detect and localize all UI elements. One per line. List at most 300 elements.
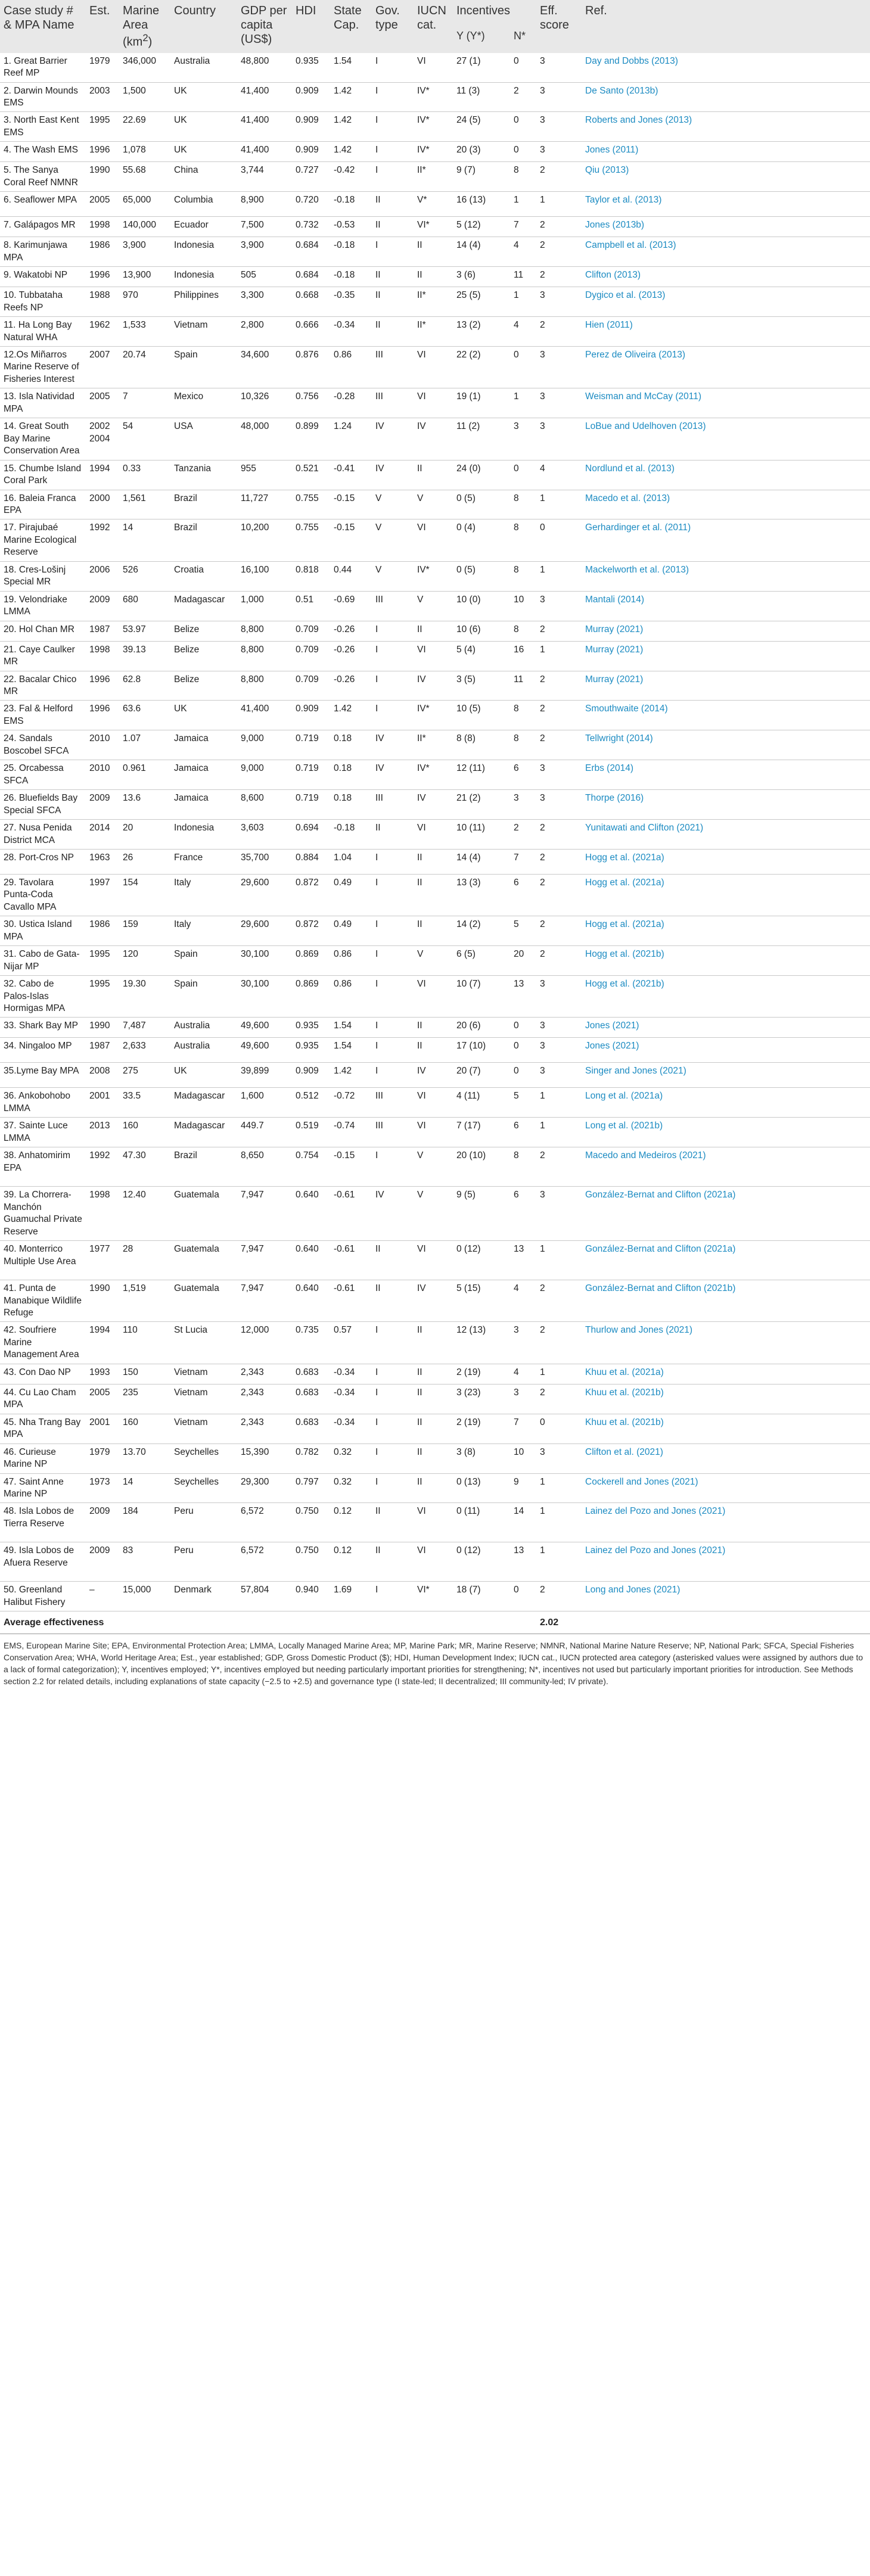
cell-reference[interactable]: Thorpe (2016) (582, 790, 870, 820)
cell-est: 1994 (86, 1322, 119, 1364)
cell-state-cap: 1.54 (330, 1038, 372, 1063)
cell-reference[interactable]: De Santo (2013b) (582, 82, 870, 112)
cell-iucn-cat: IV (414, 1280, 453, 1322)
cell-reference[interactable]: González-Bernat and Clifton (2021b) (582, 1280, 870, 1322)
cell-incentives-n: 14 (510, 1503, 536, 1542)
cell-case-name: 41. Punta de Manabique Wildlife Refuge (0, 1280, 86, 1322)
cell-state-cap: 1.42 (330, 112, 372, 142)
table-row (0, 671, 870, 701)
cell-est: 1996 (86, 701, 119, 730)
cell-country: UK (170, 142, 237, 162)
cell-case-name: 47. Saint Anne Marine NP (0, 1473, 86, 1503)
cell-gdp: 12,000 (237, 1322, 292, 1364)
table-row (0, 418, 870, 460)
cell-case-name: 49. Isla Lobos de Afuera Reserve (0, 1542, 86, 1582)
cell-incentives-y: 19 (1) (453, 388, 510, 418)
table-row (0, 1473, 870, 1503)
cell-gdp: 3,744 (237, 162, 292, 192)
cell-est: 1993 (86, 1364, 119, 1384)
cell-state-cap: -0.34 (330, 1364, 372, 1384)
cell-case-name: 36. Ankobohobo LMMA (0, 1088, 86, 1118)
table-row (0, 1088, 870, 1118)
cell-incentives-n: 0 (510, 142, 536, 162)
cell-incentives-y: 21 (2) (453, 790, 510, 820)
cell-incentives-y: 7 (17) (453, 1118, 510, 1147)
cell-gov-type: I (372, 237, 414, 267)
cell-reference[interactable]: Erbs (2014) (582, 760, 870, 790)
cell-eff-score: 2 (536, 267, 582, 287)
cell-iucn-cat: IV (414, 671, 453, 701)
cell-iucn-cat: II (414, 1384, 453, 1414)
cell-gdp: 41,400 (237, 701, 292, 730)
cell-reference[interactable]: Qiu (2013) (582, 162, 870, 192)
cell-est: 2007 (86, 347, 119, 388)
cell-gov-type: II (372, 287, 414, 317)
cell-incentives-n: 4 (510, 1364, 536, 1384)
cell-reference[interactable]: Jones (2021) (582, 1018, 870, 1038)
cell-case-name: 32. Cabo de Palos-Islas Hormigas MPA (0, 976, 86, 1018)
cell-gov-type: I (372, 112, 414, 142)
cell-incentives-y: 22 (2) (453, 347, 510, 388)
cell-reference[interactable]: Gerhardinger et al. (2011) (582, 519, 870, 561)
cell-iucn-cat: IV* (414, 561, 453, 591)
cell-gov-type: V (372, 561, 414, 591)
cell-reference[interactable]: Khuu et al. (2021b) (582, 1384, 870, 1414)
cell-state-cap: -0.15 (330, 1147, 372, 1187)
cell-reference[interactable]: Perez de Oliveira (2013) (582, 347, 870, 388)
cell-country: UK (170, 701, 237, 730)
cell-incentives-n: 7 (510, 1414, 536, 1443)
cell-country: Indonesia (170, 237, 237, 267)
cell-incentives-n: 13 (510, 976, 536, 1018)
cell-incentives-y: 24 (0) (453, 460, 510, 490)
cell-gov-type: III (372, 1118, 414, 1147)
cell-incentives-y: 24 (5) (453, 112, 510, 142)
cell-gov-type: I (372, 1473, 414, 1503)
cell-state-cap: 1.42 (330, 1063, 372, 1088)
cell-reference[interactable]: Hogg et al. (2021a) (582, 916, 870, 946)
cell-marine-area: 154 (119, 874, 170, 916)
cell-case-name: 8. Karimunjawa MPA (0, 237, 86, 267)
cell-iucn-cat: II (414, 621, 453, 641)
cell-state-cap: -0.18 (330, 267, 372, 287)
cell-hdi: 0.782 (292, 1443, 330, 1473)
table-header (0, 0, 870, 53)
cell-est: 2009 (86, 1503, 119, 1542)
col-header-est: Est. (86, 0, 119, 53)
cell-incentives-y: 10 (7) (453, 976, 510, 1018)
cell-case-name: 5. The Sanya Coral Reef NMNR (0, 162, 86, 192)
cell-reference[interactable]: Long et al. (2021b) (582, 1118, 870, 1147)
cell-est: 1979 (86, 1443, 119, 1473)
cell-iucn-cat: II (414, 1018, 453, 1038)
cell-hdi: 0.909 (292, 82, 330, 112)
cell-incentives-n: 6 (510, 1118, 536, 1147)
cell-gdp: 35,700 (237, 849, 292, 874)
cell-state-cap: 0.18 (330, 730, 372, 760)
cell-gdp: 29,600 (237, 916, 292, 946)
cell-eff-score: 3 (536, 82, 582, 112)
cell-case-name: 13. Isla Natividad MPA (0, 388, 86, 418)
cell-state-cap: -0.72 (330, 1088, 372, 1118)
cell-hdi: 0.754 (292, 1147, 330, 1187)
table-row (0, 192, 870, 217)
table-row (0, 82, 870, 112)
cell-state-cap: 0.12 (330, 1542, 372, 1582)
cell-reference[interactable]: LoBue and Udelhoven (2013) (582, 418, 870, 460)
cell-reference[interactable]: Murray (2021) (582, 621, 870, 641)
cell-marine-area: 20 (119, 820, 170, 850)
cell-state-cap: 1.42 (330, 701, 372, 730)
cell-incentives-y: 25 (5) (453, 287, 510, 317)
cell-marine-area: 1,533 (119, 317, 170, 347)
cell-reference[interactable]: Macedo and Medeiros (2021) (582, 1147, 870, 1187)
cell-est: 1986 (86, 916, 119, 946)
cell-state-cap: -0.18 (330, 192, 372, 217)
cell-hdi: 0.935 (292, 53, 330, 82)
cell-eff-score: 2 (536, 874, 582, 916)
cell-country: China (170, 162, 237, 192)
cell-marine-area: 22.69 (119, 112, 170, 142)
cell-reference[interactable]: Taylor et al. (2013) (582, 192, 870, 217)
cell-eff-score: 1 (536, 561, 582, 591)
cell-case-name: 6. Seaflower MPA (0, 192, 86, 217)
cell-reference[interactable]: Campbell et al. (2013) (582, 237, 870, 267)
cell-reference[interactable]: Lainez del Pozo and Jones (2021) (582, 1542, 870, 1582)
cell-gdp: 7,947 (237, 1187, 292, 1241)
cell-iucn-cat: IV (414, 1063, 453, 1088)
cell-iucn-cat: IV (414, 790, 453, 820)
cell-marine-area: 13.6 (119, 790, 170, 820)
cell-eff-score: 1 (536, 490, 582, 519)
cell-marine-area: 14 (119, 1473, 170, 1503)
cell-case-name: 1. Great Barrier Reef MP (0, 53, 86, 82)
col-header-y: Y (Y*) (453, 30, 510, 52)
table-row (0, 388, 870, 418)
cell-state-cap: -0.61 (330, 1241, 372, 1280)
cell-gov-type: I (372, 976, 414, 1018)
cell-est: 1988 (86, 287, 119, 317)
cell-reference[interactable]: Murray (2021) (582, 671, 870, 701)
cell-iucn-cat: II (414, 460, 453, 490)
cell-eff-score: 3 (536, 790, 582, 820)
cell-incentives-n: 8 (510, 730, 536, 760)
cell-reference[interactable]: Jones (2013b) (582, 217, 870, 237)
cell-country: Australia (170, 1018, 237, 1038)
cell-gdp: 41,400 (237, 82, 292, 112)
cell-reference[interactable]: Dygico et al. (2013) (582, 287, 870, 317)
cell-gov-type: I (372, 162, 414, 192)
cell-marine-area: 19.30 (119, 976, 170, 1018)
cell-est: 2001 (86, 1088, 119, 1118)
cell-country: Seychelles (170, 1443, 237, 1473)
cell-reference[interactable]: Long et al. (2021a) (582, 1088, 870, 1118)
cell-marine-area: 235 (119, 1384, 170, 1414)
cell-est: 1973 (86, 1473, 119, 1503)
table-row (0, 1018, 870, 1038)
cell-state-cap: -0.18 (330, 237, 372, 267)
cell-gdp: 7,947 (237, 1280, 292, 1322)
cell-state-cap: -0.35 (330, 287, 372, 317)
col-header-eff-score: Eff. score (536, 0, 582, 53)
cell-case-name: 38. Anhatomirim EPA (0, 1147, 86, 1187)
cell-state-cap: 1.54 (330, 53, 372, 82)
cell-reference[interactable]: Mackelworth et al. (2013) (582, 561, 870, 591)
cell-reference[interactable]: Jones (2011) (582, 142, 870, 162)
cell-reference[interactable]: Roberts and Jones (2013) (582, 112, 870, 142)
cell-iucn-cat: II (414, 267, 453, 287)
cell-incentives-n: 2 (510, 82, 536, 112)
cell-gdp: 48,000 (237, 418, 292, 460)
table-row (0, 1147, 870, 1187)
cell-incentives-n: 8 (510, 561, 536, 591)
cell-eff-score: 3 (536, 1187, 582, 1241)
cell-gov-type: I (372, 874, 414, 916)
cell-iucn-cat: II (414, 1322, 453, 1364)
cell-gdp: 39,899 (237, 1063, 292, 1088)
cell-hdi: 0.683 (292, 1414, 330, 1443)
cell-iucn-cat: II (414, 1038, 453, 1063)
cell-reference[interactable]: Thurlow and Jones (2021) (582, 1322, 870, 1364)
table-row (0, 760, 870, 790)
cell-country: UK (170, 112, 237, 142)
cell-reference[interactable]: Hien (2011) (582, 317, 870, 347)
cell-reference[interactable]: Khuu et al. (2021a) (582, 1364, 870, 1384)
cell-gdp: 2,343 (237, 1414, 292, 1443)
cell-hdi: 0.750 (292, 1542, 330, 1582)
cell-eff-score: 3 (536, 287, 582, 317)
cell-iucn-cat: V* (414, 192, 453, 217)
cell-est: 1990 (86, 1280, 119, 1322)
cell-incentives-n: 10 (510, 591, 536, 621)
cell-est: 2005 (86, 1384, 119, 1414)
cell-est: 1995 (86, 976, 119, 1018)
cell-country: Peru (170, 1503, 237, 1542)
cell-incentives-n: 10 (510, 1443, 536, 1473)
cell-marine-area: 12.40 (119, 1187, 170, 1241)
cell-country: Jamaica (170, 760, 237, 790)
cell-iucn-cat: II (414, 1414, 453, 1443)
cell-marine-area: 140,000 (119, 217, 170, 237)
cell-country: UK (170, 82, 237, 112)
cell-marine-area: 346,000 (119, 53, 170, 82)
cell-gov-type: II (372, 217, 414, 237)
cell-eff-score: 2 (536, 820, 582, 850)
cell-incentives-n: 5 (510, 916, 536, 946)
cell-country: USA (170, 418, 237, 460)
table-row (0, 1364, 870, 1384)
cell-hdi: 0.727 (292, 162, 330, 192)
cell-iucn-cat: V (414, 946, 453, 976)
cell-hdi: 0.640 (292, 1280, 330, 1322)
cell-reference[interactable]: Cockerell and Jones (2021) (582, 1473, 870, 1503)
cell-gdp: 8,650 (237, 1147, 292, 1187)
cell-reference[interactable]: González-Bernat and Clifton (2021a) (582, 1187, 870, 1241)
cell-reference[interactable]: Hogg et al. (2021a) (582, 849, 870, 874)
cell-incentives-n: 1 (510, 192, 536, 217)
cell-marine-area: 63.6 (119, 701, 170, 730)
cell-incentives-n: 13 (510, 1542, 536, 1582)
cell-country: Vietnam (170, 1414, 237, 1443)
cell-hdi: 0.640 (292, 1187, 330, 1241)
cell-est: 2008 (86, 1063, 119, 1088)
cell-hdi: 0.818 (292, 561, 330, 591)
cell-incentives-n: 8 (510, 162, 536, 192)
table-row (0, 237, 870, 267)
cell-gov-type: II (372, 820, 414, 850)
cell-reference[interactable]: Murray (2021) (582, 641, 870, 671)
cell-incentives-n: 13 (510, 1241, 536, 1280)
cell-gov-type: I (372, 849, 414, 874)
cell-case-name: 27. Nusa Penida District MCA (0, 820, 86, 850)
cell-marine-area: 47.30 (119, 1147, 170, 1187)
cell-case-name: 2. Darwin Mounds EMS (0, 82, 86, 112)
cell-incentives-y: 0 (12) (453, 1542, 510, 1582)
cell-reference[interactable]: González-Bernat and Clifton (2021a) (582, 1241, 870, 1280)
cell-country: Columbia (170, 192, 237, 217)
cell-case-name: 22. Bacalar Chico MR (0, 671, 86, 701)
cell-iucn-cat: II (414, 916, 453, 946)
cell-country: Belize (170, 621, 237, 641)
cell-reference[interactable]: Clifton et al. (2021) (582, 1443, 870, 1473)
cell-incentives-y: 3 (8) (453, 1443, 510, 1473)
cell-country: Belize (170, 671, 237, 701)
cell-est: 1990 (86, 1018, 119, 1038)
table-row (0, 976, 870, 1018)
cell-hdi: 0.684 (292, 267, 330, 287)
cell-incentives-y: 12 (13) (453, 1322, 510, 1364)
cell-gov-type: V (372, 490, 414, 519)
cell-hdi: 0.719 (292, 790, 330, 820)
cell-gdp: 7,500 (237, 217, 292, 237)
cell-marine-area: 28 (119, 1241, 170, 1280)
cell-gov-type: V (372, 519, 414, 561)
cell-case-name: 20. Hol Chan MR (0, 621, 86, 641)
cell-iucn-cat: II (414, 874, 453, 916)
table-row (0, 1280, 870, 1322)
cell-reference[interactable]: Lainez del Pozo and Jones (2021) (582, 1503, 870, 1542)
cell-iucn-cat: II* (414, 730, 453, 760)
cell-incentives-y: 20 (7) (453, 1063, 510, 1088)
cell-reference[interactable]: Khuu et al. (2021b) (582, 1414, 870, 1443)
cell-iucn-cat: VI (414, 976, 453, 1018)
cell-gov-type: I (372, 916, 414, 946)
table-footer (0, 1611, 870, 1634)
cell-gov-type: I (372, 701, 414, 730)
cell-country: Tanzania (170, 460, 237, 490)
cell-case-name: 39. La Chorrera-Manchón Guamuchal Private Reserve (0, 1187, 86, 1241)
cell-case-name: 7. Galápagos MR (0, 217, 86, 237)
cell-est: 1997 (86, 874, 119, 916)
cell-reference[interactable]: Hogg et al. (2021b) (582, 946, 870, 976)
cell-est: 1992 (86, 1147, 119, 1187)
cell-case-name: 48. Isla Lobos de Tierra Reserve (0, 1503, 86, 1542)
cell-case-name: 14. Great South Bay Marine Conservation Area (0, 418, 86, 460)
cell-reference[interactable]: Yunitawati and Clifton (2021) (582, 820, 870, 850)
cell-eff-score: 3 (536, 418, 582, 460)
cell-country: Croatia (170, 561, 237, 591)
cell-est: 2002 2004 (86, 418, 119, 460)
cell-hdi: 0.872 (292, 874, 330, 916)
cell-gdp: 30,100 (237, 976, 292, 1018)
cell-reference[interactable]: Nordlund et al. (2013) (582, 460, 870, 490)
cell-reference[interactable]: Tellwright (2014) (582, 730, 870, 760)
cell-case-name: 3. North East Kent EMS (0, 112, 86, 142)
cell-incentives-y: 10 (5) (453, 701, 510, 730)
cell-gov-type: IV (372, 1187, 414, 1241)
cell-marine-area: 55.68 (119, 162, 170, 192)
cell-iucn-cat: IV* (414, 701, 453, 730)
cell-reference[interactable]: Day and Dobbs (2013) (582, 53, 870, 82)
col-header-n: N* (510, 30, 536, 52)
cell-reference[interactable]: Singer and Jones (2021) (582, 1063, 870, 1088)
cell-reference[interactable]: Hogg et al. (2021b) (582, 976, 870, 1018)
cell-marine-area: 15,000 (119, 1582, 170, 1611)
cell-reference[interactable]: Weisman and McCay (2011) (582, 388, 870, 418)
cell-gov-type: I (372, 641, 414, 671)
cell-incentives-n: 16 (510, 641, 536, 671)
cell-country: Ecuador (170, 217, 237, 237)
table-row (0, 1322, 870, 1364)
cell-gov-type: I (372, 1582, 414, 1611)
cell-hdi: 0.935 (292, 1018, 330, 1038)
cell-case-name: 15. Chumbe Island Coral Park (0, 460, 86, 490)
cell-reference[interactable]: Macedo et al. (2013) (582, 490, 870, 519)
cell-eff-score: 1 (536, 1118, 582, 1147)
average-label: Average effectiveness (0, 1611, 536, 1634)
cell-reference[interactable]: Mantali (2014) (582, 591, 870, 621)
cell-country: Guatemala (170, 1187, 237, 1241)
cell-est: 1998 (86, 641, 119, 671)
cell-hdi: 0.909 (292, 142, 330, 162)
cell-gdp: 1,000 (237, 591, 292, 621)
cell-state-cap: -0.28 (330, 388, 372, 418)
cell-marine-area: 14 (119, 519, 170, 561)
table-row (0, 1187, 870, 1241)
cell-eff-score: 3 (536, 388, 582, 418)
cell-gdp: 57,804 (237, 1582, 292, 1611)
table-row (0, 1414, 870, 1443)
cell-reference[interactable]: Smouthwaite (2014) (582, 701, 870, 730)
cell-gov-type: III (372, 1088, 414, 1118)
cell-eff-score: 2 (536, 849, 582, 874)
cell-reference[interactable]: Jones (2021) (582, 1038, 870, 1063)
cell-gdp: 449.7 (237, 1118, 292, 1147)
cell-hdi: 0.876 (292, 347, 330, 388)
cell-incentives-n: 7 (510, 849, 536, 874)
cell-incentives-y: 6 (5) (453, 946, 510, 976)
cell-iucn-cat: VI* (414, 1582, 453, 1611)
cell-gdp: 1,600 (237, 1088, 292, 1118)
cell-hdi: 0.884 (292, 849, 330, 874)
cell-marine-area: 20.74 (119, 347, 170, 388)
cell-incentives-y: 20 (10) (453, 1147, 510, 1187)
footer-empty (582, 1611, 870, 1634)
cell-reference[interactable]: Clifton (2013) (582, 267, 870, 287)
cell-incentives-n: 6 (510, 1187, 536, 1241)
cell-gov-type: I (372, 621, 414, 641)
cell-case-name: 35.Lyme Bay MPA (0, 1063, 86, 1088)
cell-incentives-n: 3 (510, 1384, 536, 1414)
cell-reference[interactable]: Hogg et al. (2021a) (582, 874, 870, 916)
cell-country: Philippines (170, 287, 237, 317)
cell-gdp: 49,600 (237, 1038, 292, 1063)
cell-reference[interactable]: Long and Jones (2021) (582, 1582, 870, 1611)
cell-state-cap: -0.34 (330, 1384, 372, 1414)
cell-state-cap: -0.15 (330, 490, 372, 519)
cell-eff-score: 3 (536, 53, 582, 82)
cell-marine-area: 1.07 (119, 730, 170, 760)
